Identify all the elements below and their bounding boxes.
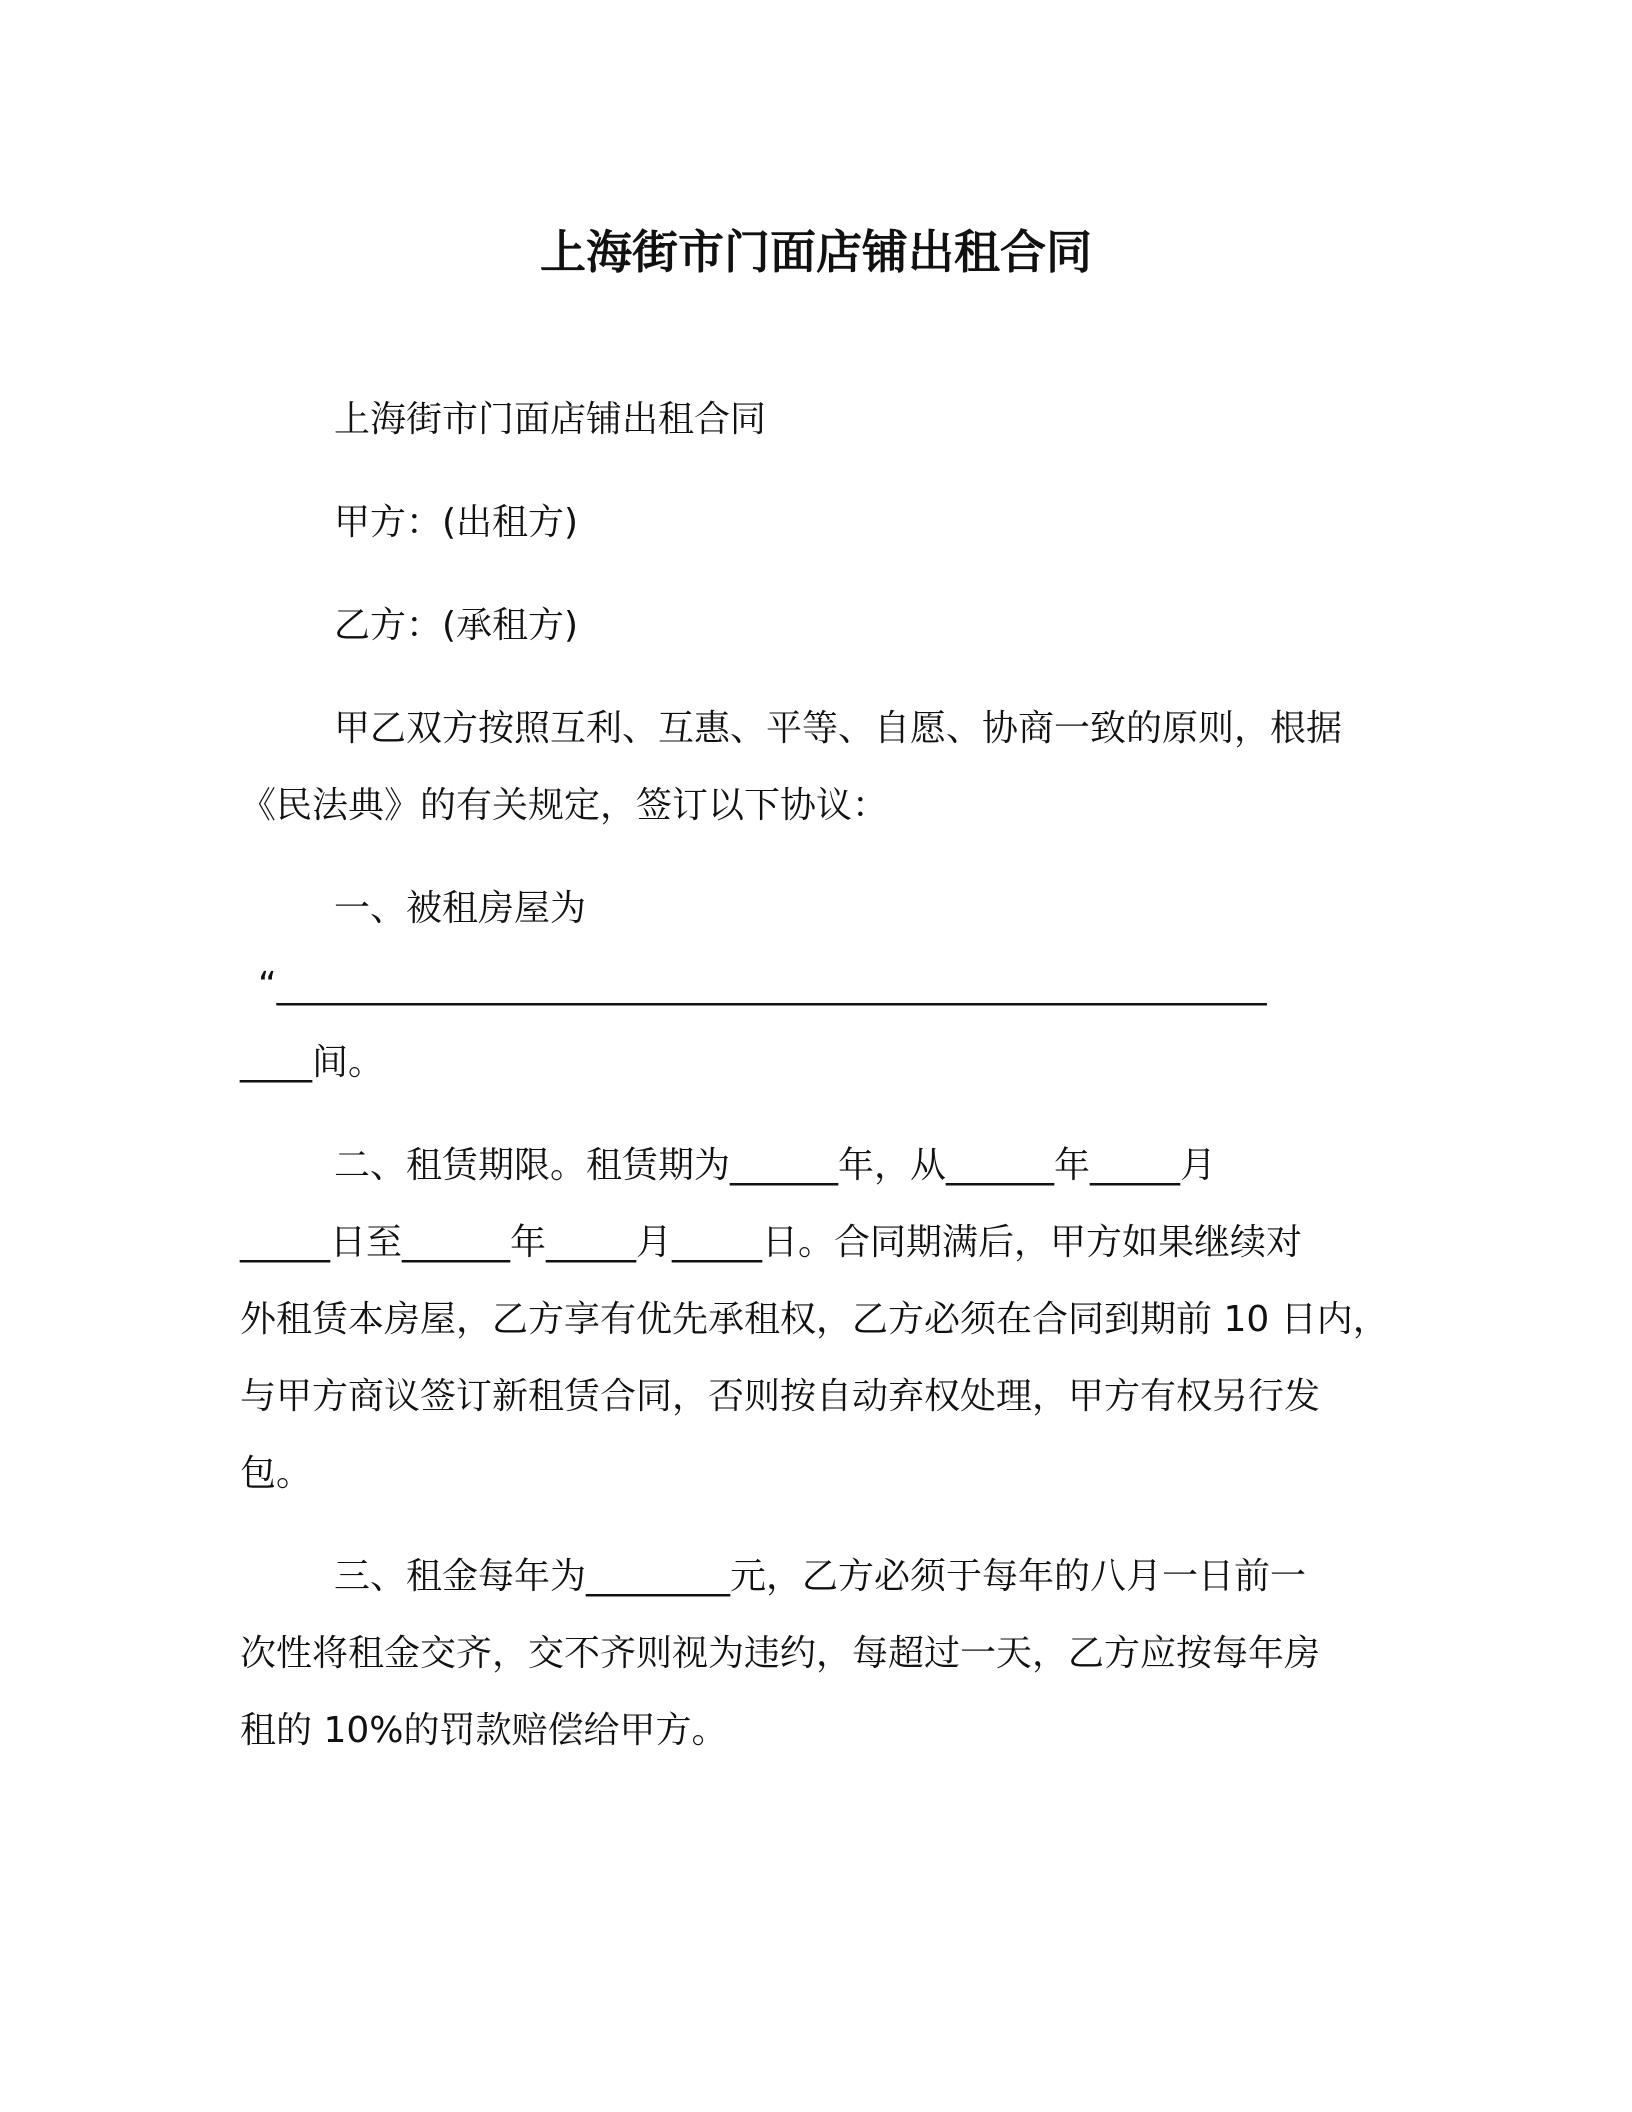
clause-1-heading: 一、被租房屋为 [334, 888, 587, 929]
clause-2-line-2: _____日至______年_____月_____日。合同期满后，甲方如果继续对 [240, 1222, 1303, 1263]
clause-3-line-1: 三、租金每年为________元，乙方必须于每年的八月一日前一 [334, 1556, 1307, 1597]
clause-2-line-5: 包。 [240, 1453, 313, 1494]
clause-2-line-1: 二、租赁期限。租赁期为______年，从______年_____月 [334, 1145, 1217, 1186]
clause-3-line-2: 次性将租金交齐，交不齐则视为违约，每超过一天，乙方应按每年房 [240, 1633, 1321, 1674]
intro-paragraph-line-1: 甲乙双方按照互利、互惠、平等、自愿、协商一致的原则，根据 [334, 708, 1343, 749]
party-b-line: 乙方：(承租方) [334, 605, 579, 646]
document-subtitle: 上海街市门面店铺出租合同 [334, 399, 767, 440]
clause-1-blank-line: “_______________________________________________________ [258, 965, 1267, 1006]
clause-1-end: ____间。 [240, 1042, 385, 1083]
clause-2-line-3: 外租赁本房屋，乙方享有优先承租权，乙方必须在合同到期前 10 日内， [240, 1299, 1389, 1340]
intro-paragraph-line-2: 《民法典》的有关规定，签订以下协议： [240, 785, 889, 826]
document-title: 上海街市门面店铺出租合同 [540, 225, 1092, 279]
clause-3-line-3: 租的 10%的罚款赔偿给甲方。 [240, 1710, 728, 1751]
party-a-line: 甲方：(出租方) [334, 502, 579, 543]
clause-2-line-4: 与甲方商议签订新租赁合同，否则按自动弃权处理，甲方有权另行发 [240, 1376, 1321, 1417]
